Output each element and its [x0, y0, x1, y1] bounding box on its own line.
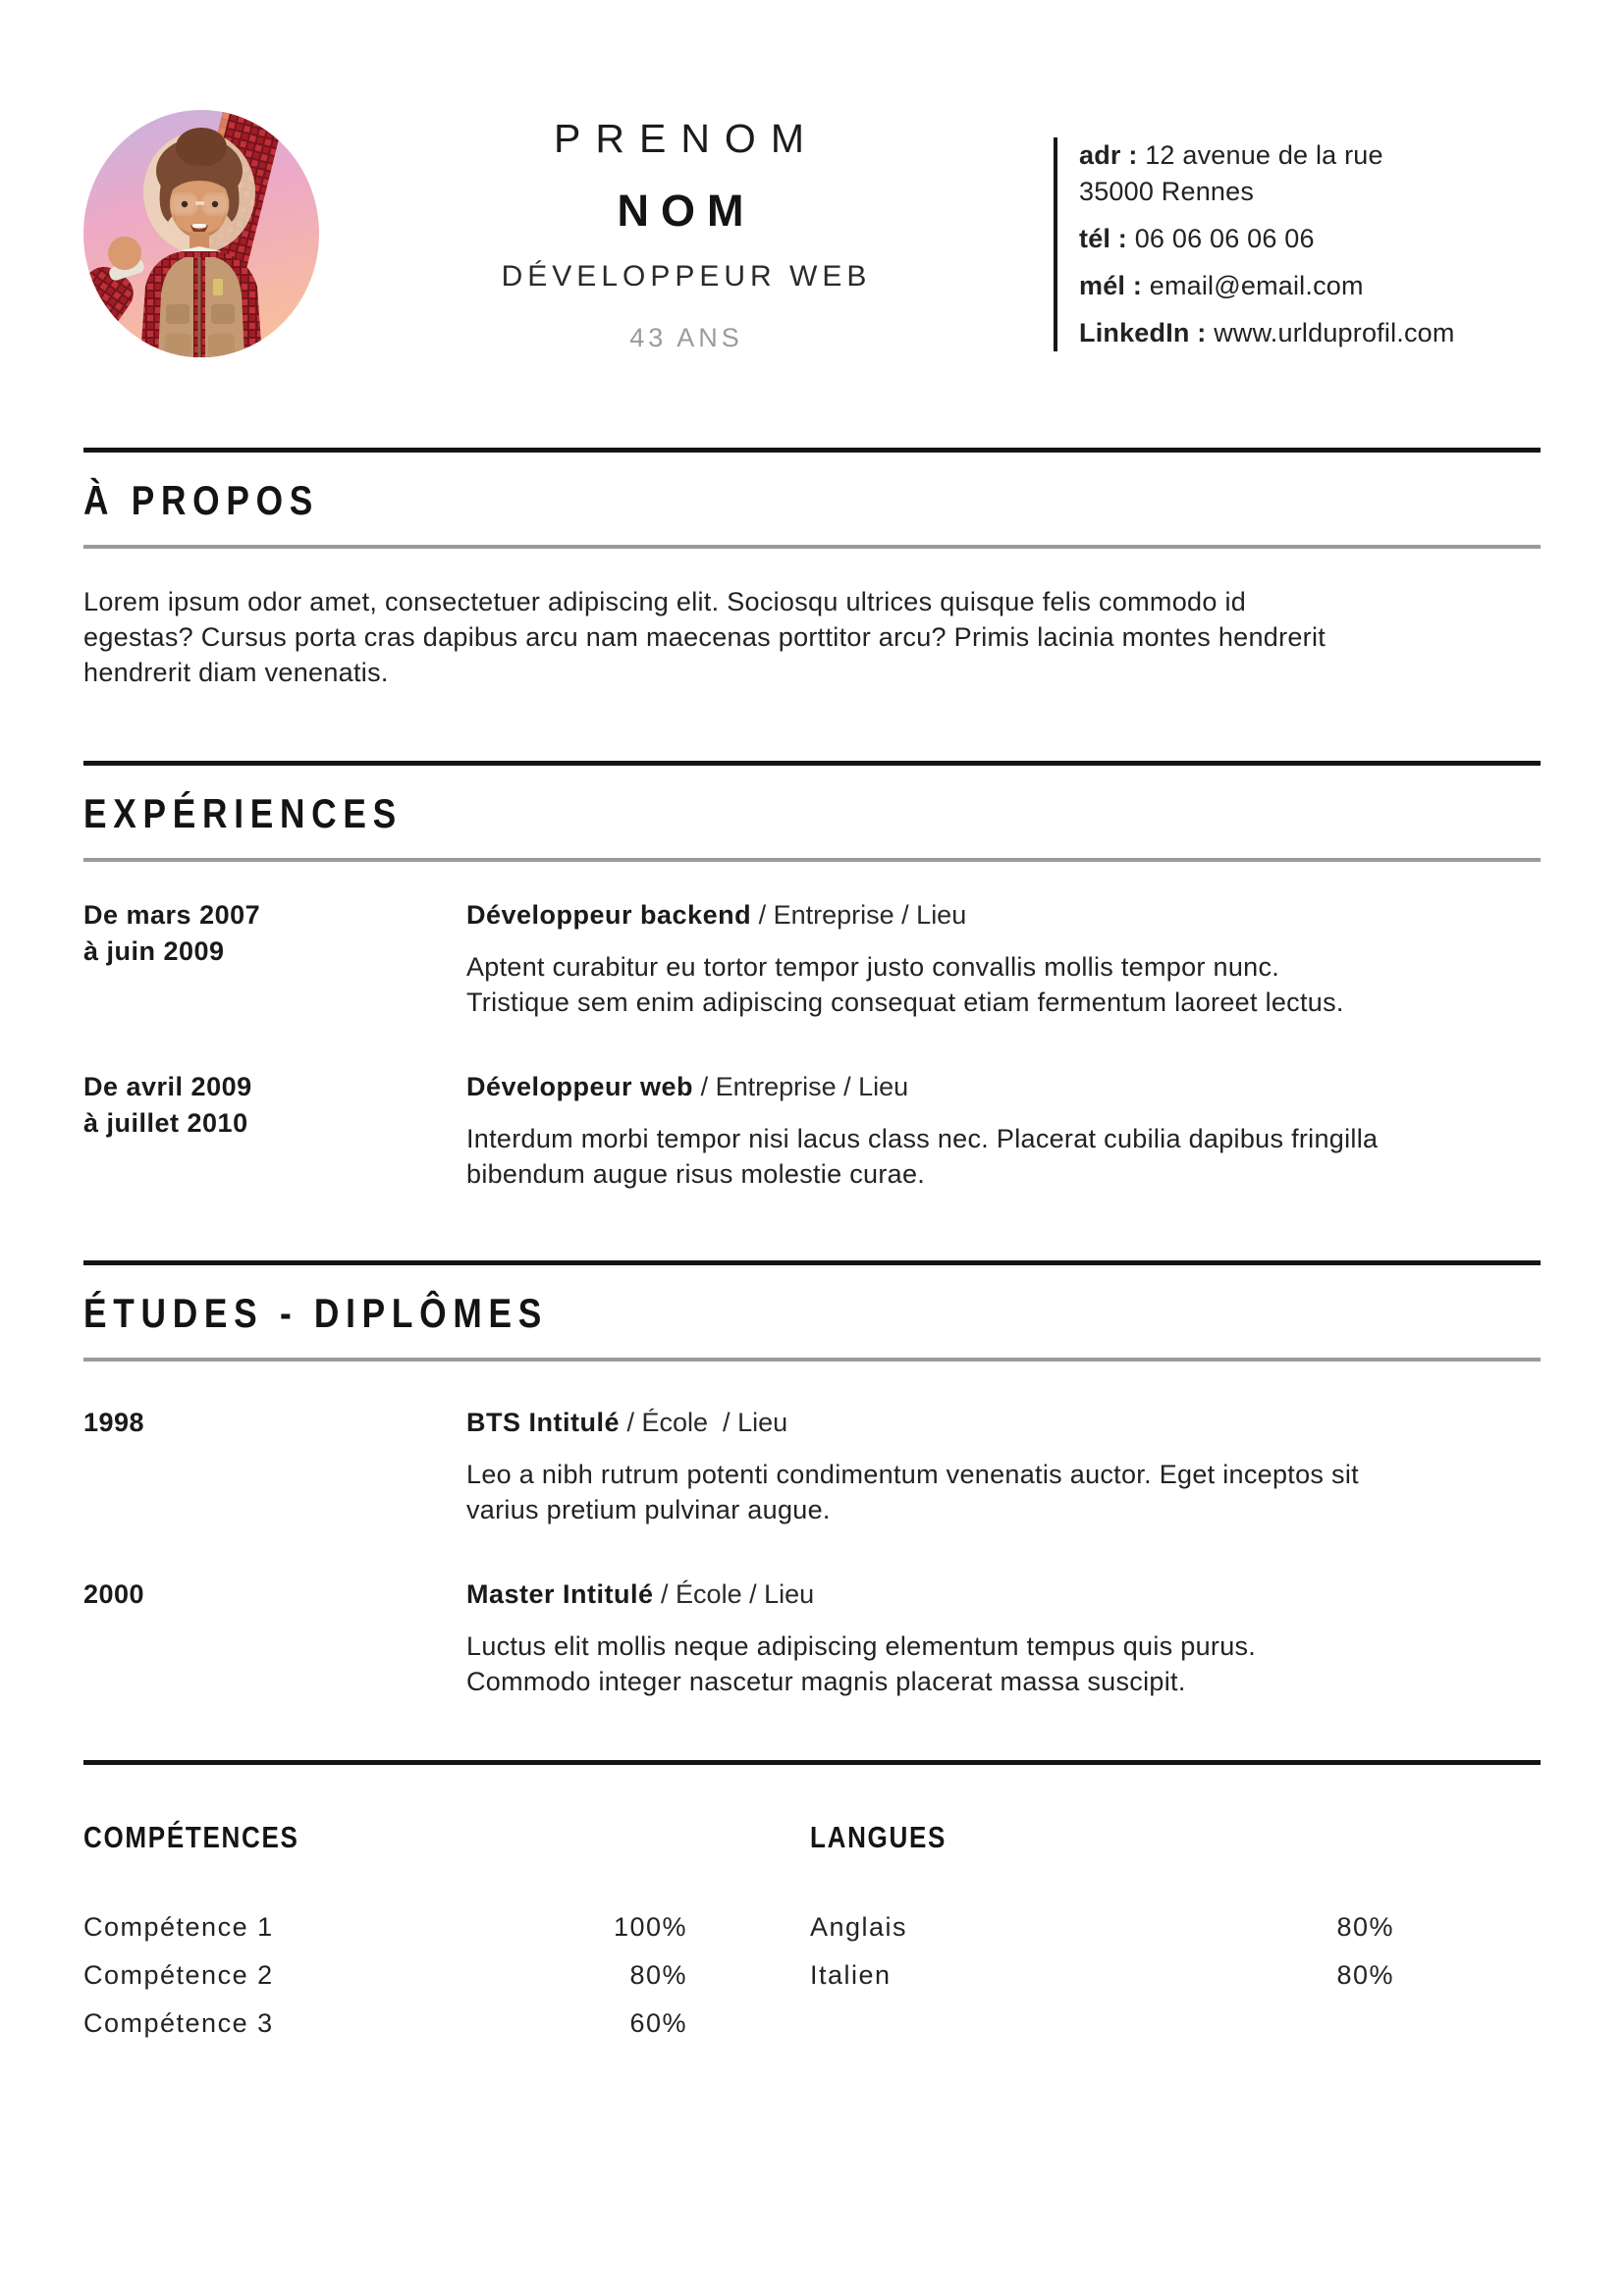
skill-level: 100%	[613, 1912, 687, 1942]
language-row	[810, 1957, 1394, 1993]
description-line: Interdum morbi tempor nisi lacus class nec. Placerat cubilia dapibus fringilla	[466, 1124, 1379, 1153]
entry-description	[466, 1121, 1541, 1192]
date-line-2: à juin 2009	[83, 936, 225, 966]
address-label: adr :	[1079, 140, 1138, 170]
entry-date	[83, 1405, 466, 1527]
section-title-experiences	[83, 766, 1541, 858]
contact-address	[1079, 137, 1541, 210]
languages-title	[810, 1820, 1394, 1855]
description-line: varius pretium pulvinar augue.	[466, 1495, 831, 1524]
divider-bottom	[83, 858, 1541, 862]
skill-level: 60%	[629, 2008, 687, 2038]
contact-email	[1079, 268, 1541, 304]
skills-languages-columns	[83, 1820, 1541, 2041]
entry-description	[466, 1629, 1541, 1699]
date-line-2: à juillet 2010	[83, 1108, 248, 1138]
section-title-education	[83, 1265, 1541, 1358]
description-line: Tristique sem enim adipiscing consequat etiam fermentum laoreet lectus.	[466, 988, 1344, 1017]
contact-block	[1054, 137, 1541, 351]
skill-row	[83, 1909, 687, 1945]
name-block	[319, 116, 1054, 353]
contact-phone	[1079, 221, 1541, 257]
linkedin-label: LinkedIn :	[1079, 318, 1207, 347]
skills-column	[83, 1820, 687, 2041]
last-name: NOM	[617, 186, 756, 236]
profile-photo	[83, 110, 319, 357]
job-title: DÉVELOPPEUR WEB	[501, 260, 872, 293]
divider-bottom	[83, 1358, 1541, 1362]
entry-title	[466, 1405, 1541, 1441]
entry-title	[466, 1576, 1541, 1613]
header	[83, 0, 1541, 357]
languages-title-text: LANGUES	[810, 1820, 947, 1854]
entry-title	[466, 1069, 1541, 1105]
language-name: Anglais	[810, 1912, 908, 1942]
section-title-text: EXPÉRIENCES	[83, 790, 403, 836]
section-title-text: ÉTUDES - DIPLÔMES	[83, 1290, 548, 1336]
entry-description	[466, 949, 1541, 1020]
skill-name: Compétence 3	[83, 2008, 274, 2038]
experience-entry	[83, 897, 1541, 1020]
address-line-1	[1079, 137, 1541, 174]
language-row	[810, 1909, 1394, 1945]
education-entry	[83, 1405, 1541, 1527]
entry-body	[466, 897, 1541, 1020]
skills-title-text: COMPÉTENCES	[83, 1820, 299, 1854]
entry-role: Développeur backend	[466, 900, 752, 930]
experience-entry	[83, 1069, 1541, 1192]
section-about	[83, 448, 1541, 690]
entry-role: Master Intitulé	[466, 1579, 654, 1609]
date-line-1: De mars 2007	[83, 900, 261, 930]
age-text: 43 ANS	[629, 323, 743, 352]
entry-body	[466, 1405, 1541, 1527]
description-line: Luctus elit mollis neque adipiscing elementum tempus quis purus.	[466, 1631, 1257, 1661]
entry-role: BTS Intitulé	[466, 1408, 620, 1437]
address-line-2: 35000 Rennes	[1079, 177, 1255, 206]
skill-level: 80%	[629, 1960, 687, 1990]
skill-name: Compétence 1	[83, 1912, 274, 1942]
entry-body	[466, 1069, 1541, 1192]
language-level: 80%	[1336, 1912, 1394, 1942]
divider-bottom	[83, 545, 1541, 549]
skills-title	[83, 1820, 687, 1855]
section-title-text: À PROPOS	[83, 477, 320, 523]
contact-linkedin	[1079, 315, 1541, 351]
entry-meta: / École / Lieu	[661, 1579, 815, 1609]
skill-name: Compétence 2	[83, 1960, 274, 1990]
entry-meta: / École / Lieu	[626, 1408, 788, 1437]
date-line-1: 1998	[83, 1408, 145, 1437]
description-line: Commodo integer nascetur magnis placerat massa suscipit.	[466, 1667, 1186, 1696]
about-paragraph	[83, 584, 1541, 690]
first-name: PRENOM	[554, 116, 819, 161]
divider-top	[83, 1760, 1541, 1765]
linkedin-value: www.urlduprofil.com	[1214, 318, 1455, 347]
email-value: email@email.com	[1149, 271, 1364, 300]
phone-value: 06 06 06 06 06	[1134, 224, 1315, 253]
experience-list	[83, 897, 1541, 1192]
entry-date	[83, 1069, 466, 1192]
languages-column	[810, 1820, 1394, 2041]
phone-label: tél :	[1079, 224, 1128, 253]
about-line: Lorem ipsum odor amet, consectetuer adipiscing elit. Sociosqu ultrices quisque felis commodo id	[83, 587, 1247, 616]
language-level: 80%	[1336, 1960, 1394, 1990]
date-line-1: 2000	[83, 1579, 145, 1609]
entry-description	[466, 1457, 1541, 1527]
section-education	[83, 1260, 1541, 1699]
language-name: Italien	[810, 1960, 892, 1990]
languages-rows	[810, 1909, 1394, 1993]
entry-body	[466, 1576, 1541, 1699]
about-line: egestas? Cursus porta cras dapibus arcu nam maecenas porttitor arcu? Primis lacinia montes hendrerit	[83, 622, 1326, 652]
description-line: Leo a nibh rutrum potenti condimentum venenatis auctor. Eget inceptos sit	[466, 1460, 1359, 1489]
entry-date	[83, 1576, 466, 1699]
education-entry	[83, 1576, 1541, 1699]
section-title-about	[83, 453, 1541, 545]
about-line: hendrerit diam venenatis.	[83, 658, 389, 687]
entry-meta: / Entreprise / Lieu	[758, 900, 967, 930]
section-experiences	[83, 761, 1541, 1192]
entry-role: Développeur web	[466, 1072, 694, 1101]
skills-rows	[83, 1909, 687, 2041]
entry-meta: / Entreprise / Lieu	[700, 1072, 909, 1101]
section-skills-languages	[83, 1760, 1541, 2041]
education-list	[83, 1405, 1541, 1699]
address-value: 12 avenue de la rue	[1145, 140, 1383, 170]
skill-row	[83, 2005, 687, 2041]
avatar-illustration	[83, 110, 319, 357]
entry-date	[83, 897, 466, 1020]
entry-title	[466, 897, 1541, 934]
description-line: bibendum augue risus molestie curae.	[466, 1159, 926, 1189]
skill-row	[83, 1957, 687, 1993]
date-line-1: De avril 2009	[83, 1072, 252, 1101]
description-line: Aptent curabitur eu tortor tempor justo convallis mollis tempor nunc.	[466, 952, 1280, 982]
email-label: mél :	[1079, 271, 1143, 300]
